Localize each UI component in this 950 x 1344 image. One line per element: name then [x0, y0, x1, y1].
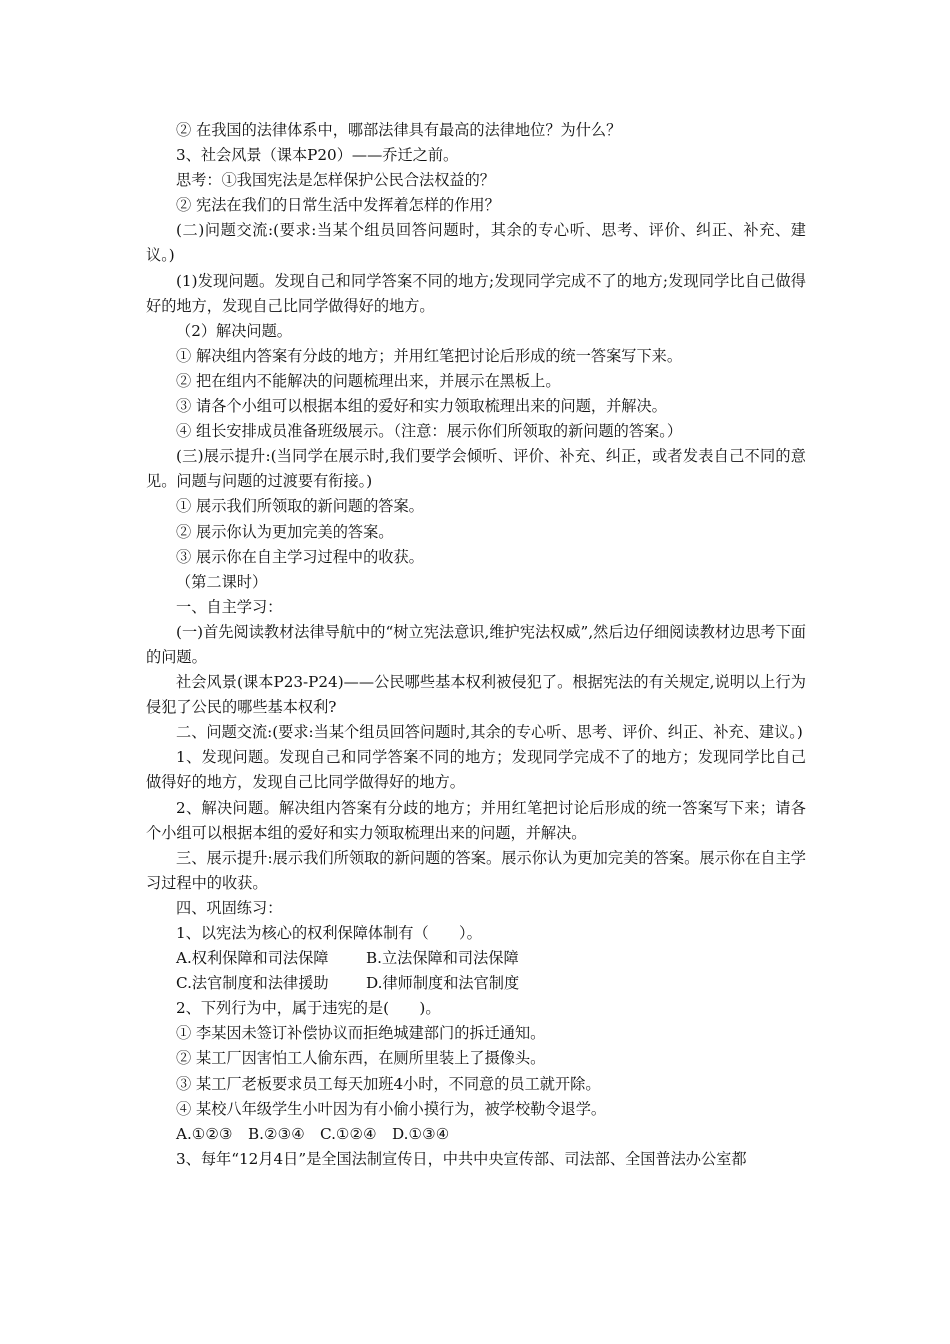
- text-line: ② 把在组内不能解决的问题梳理出来，并展示在黑板上。: [176, 371, 561, 390]
- option-b: B.立法保障和司法保障: [366, 949, 519, 968]
- text-line: ③ 展示你在自主学习过程中的收获。: [176, 547, 424, 566]
- text-line: 思考：①我国宪法是怎样保护公民合法权益的？: [176, 171, 495, 190]
- section-heading: 四、巩固练习：: [176, 898, 283, 917]
- question-item: ④ 某校八年级学生小叶因为有小偷小摸行为，被学校勒令退学。: [176, 1099, 607, 1118]
- paragraph: 二、问题交流:(要求:当某个组员回答问题时,其余的专心听、思考、评价、纠正、补充、建议。): [176, 723, 803, 742]
- section-heading: 一、自主学习：: [176, 597, 283, 616]
- question-item: ① 李某因未签订补偿协议而拒绝城建部门的拆迁通知。: [176, 1024, 546, 1043]
- option-d: D.律师制度和法官制度: [366, 974, 520, 993]
- text-line: ④ 组长安排成员准备班级展示。（注意：展示你们所领取的新问题的答案。）: [176, 422, 683, 441]
- question-stem: 1、以宪法为核心的权利保障体制有（ ）。: [176, 924, 482, 942]
- option-d: D.①③④: [392, 1124, 450, 1143]
- option-c: C.法官制度和法律援助: [176, 974, 329, 993]
- option-b: B.②③④: [248, 1124, 305, 1143]
- paragraph: 三、展示提升:展示我们所领取的新问题的答案。展示你认为更加完美的答案。展示你在自主学习过程中的收获。: [146, 848, 806, 892]
- option-a: A.①②③: [176, 1124, 233, 1143]
- paragraph: (一)首先阅读教材法律导航中的“树立宪法意识,维护宪法权威”,然后边仔细阅读教材边思考下面的问题。: [146, 622, 806, 666]
- question-item: ③ 某工厂老板要求员工每天加班4小时，不同意的员工就开除。: [176, 1074, 601, 1093]
- question-item: ② 某工厂因害怕工人偷东西，在厕所里装上了摄像头。: [176, 1049, 546, 1068]
- question-stem: 3、每年“12月4日”是全国法制宣传日，中共中央宣传部、司法部、全国普法办公室都: [176, 1149, 747, 1168]
- text-line: ② 在我国的法律体系中，哪部法律具有最高的法律地位？为什么？: [176, 121, 622, 139]
- q1-options-row: [146, 971, 806, 996]
- paragraph: 1、发现问题。发现自己和同学答案不同的地方；发现同学完成不了的地方；发现同学比自己做得好的地方，发现自己比同学做得好的地方。: [146, 748, 806, 792]
- text-line: 3、社会风景（课本P20）——乔迁之前。: [176, 146, 459, 165]
- option-a: A.权利保障和司法保障: [176, 949, 329, 968]
- text-line: ① 解决组内答案有分歧的地方；并用红笔把讨论后形成的统一答案写下来。: [176, 346, 683, 365]
- text-line: ② 宪法在我们的日常生活中发挥着怎样的作用？: [176, 196, 500, 215]
- q1-options-row: [146, 946, 806, 971]
- option-c: C.①②④: [320, 1124, 377, 1143]
- paragraph: 社会风景(课本P23-P24)——公民哪些基本权利被侵犯了。根据宪法的有关规定,说明以上行为侵犯了公民的哪些基本权利?: [146, 673, 806, 717]
- section-heading: （第二课时）: [176, 572, 268, 591]
- text-line: ③ 请各个小组可以根据本组的爱好和实力领取梳理出来的问题，并解决。: [176, 397, 667, 416]
- paragraph: (三)展示提升:(当同学在展示时,我们要学会倾听、评价、补充、纠正，或者发表自己不同的意见。问题与问题的过渡要有衔接。): [146, 447, 806, 491]
- question-stem: 2、下列行为中，属于违宪的是( )。: [176, 999, 441, 1018]
- paragraph: (二)问题交流:(要求:当某个组员回答问题时，其余的专心听、思考、评价、纠正、补充、建议。): [146, 221, 806, 265]
- text-line: （2）解决问题。: [176, 321, 292, 340]
- text-line: ① 展示我们所领取的新问题的答案。: [176, 497, 424, 516]
- paragraph: 2、解决问题。解决组内答案有分歧的地方；并用红笔把讨论后形成的统一答案写下来；请各个小组可以根据本组的爱好和实力领取梳理出来的问题，并解决。: [146, 798, 806, 842]
- document-page: [146, 118, 806, 1172]
- paragraph: (1)发现问题。发现自己和同学答案不同的地方;发现同学完成不了的地方;发现同学比自己做得好的地方，发现自己比同学做得好的地方。: [146, 271, 806, 315]
- text-line: ② 展示你认为更加完美的答案。: [176, 522, 394, 541]
- q2-options-row: [146, 1122, 806, 1147]
